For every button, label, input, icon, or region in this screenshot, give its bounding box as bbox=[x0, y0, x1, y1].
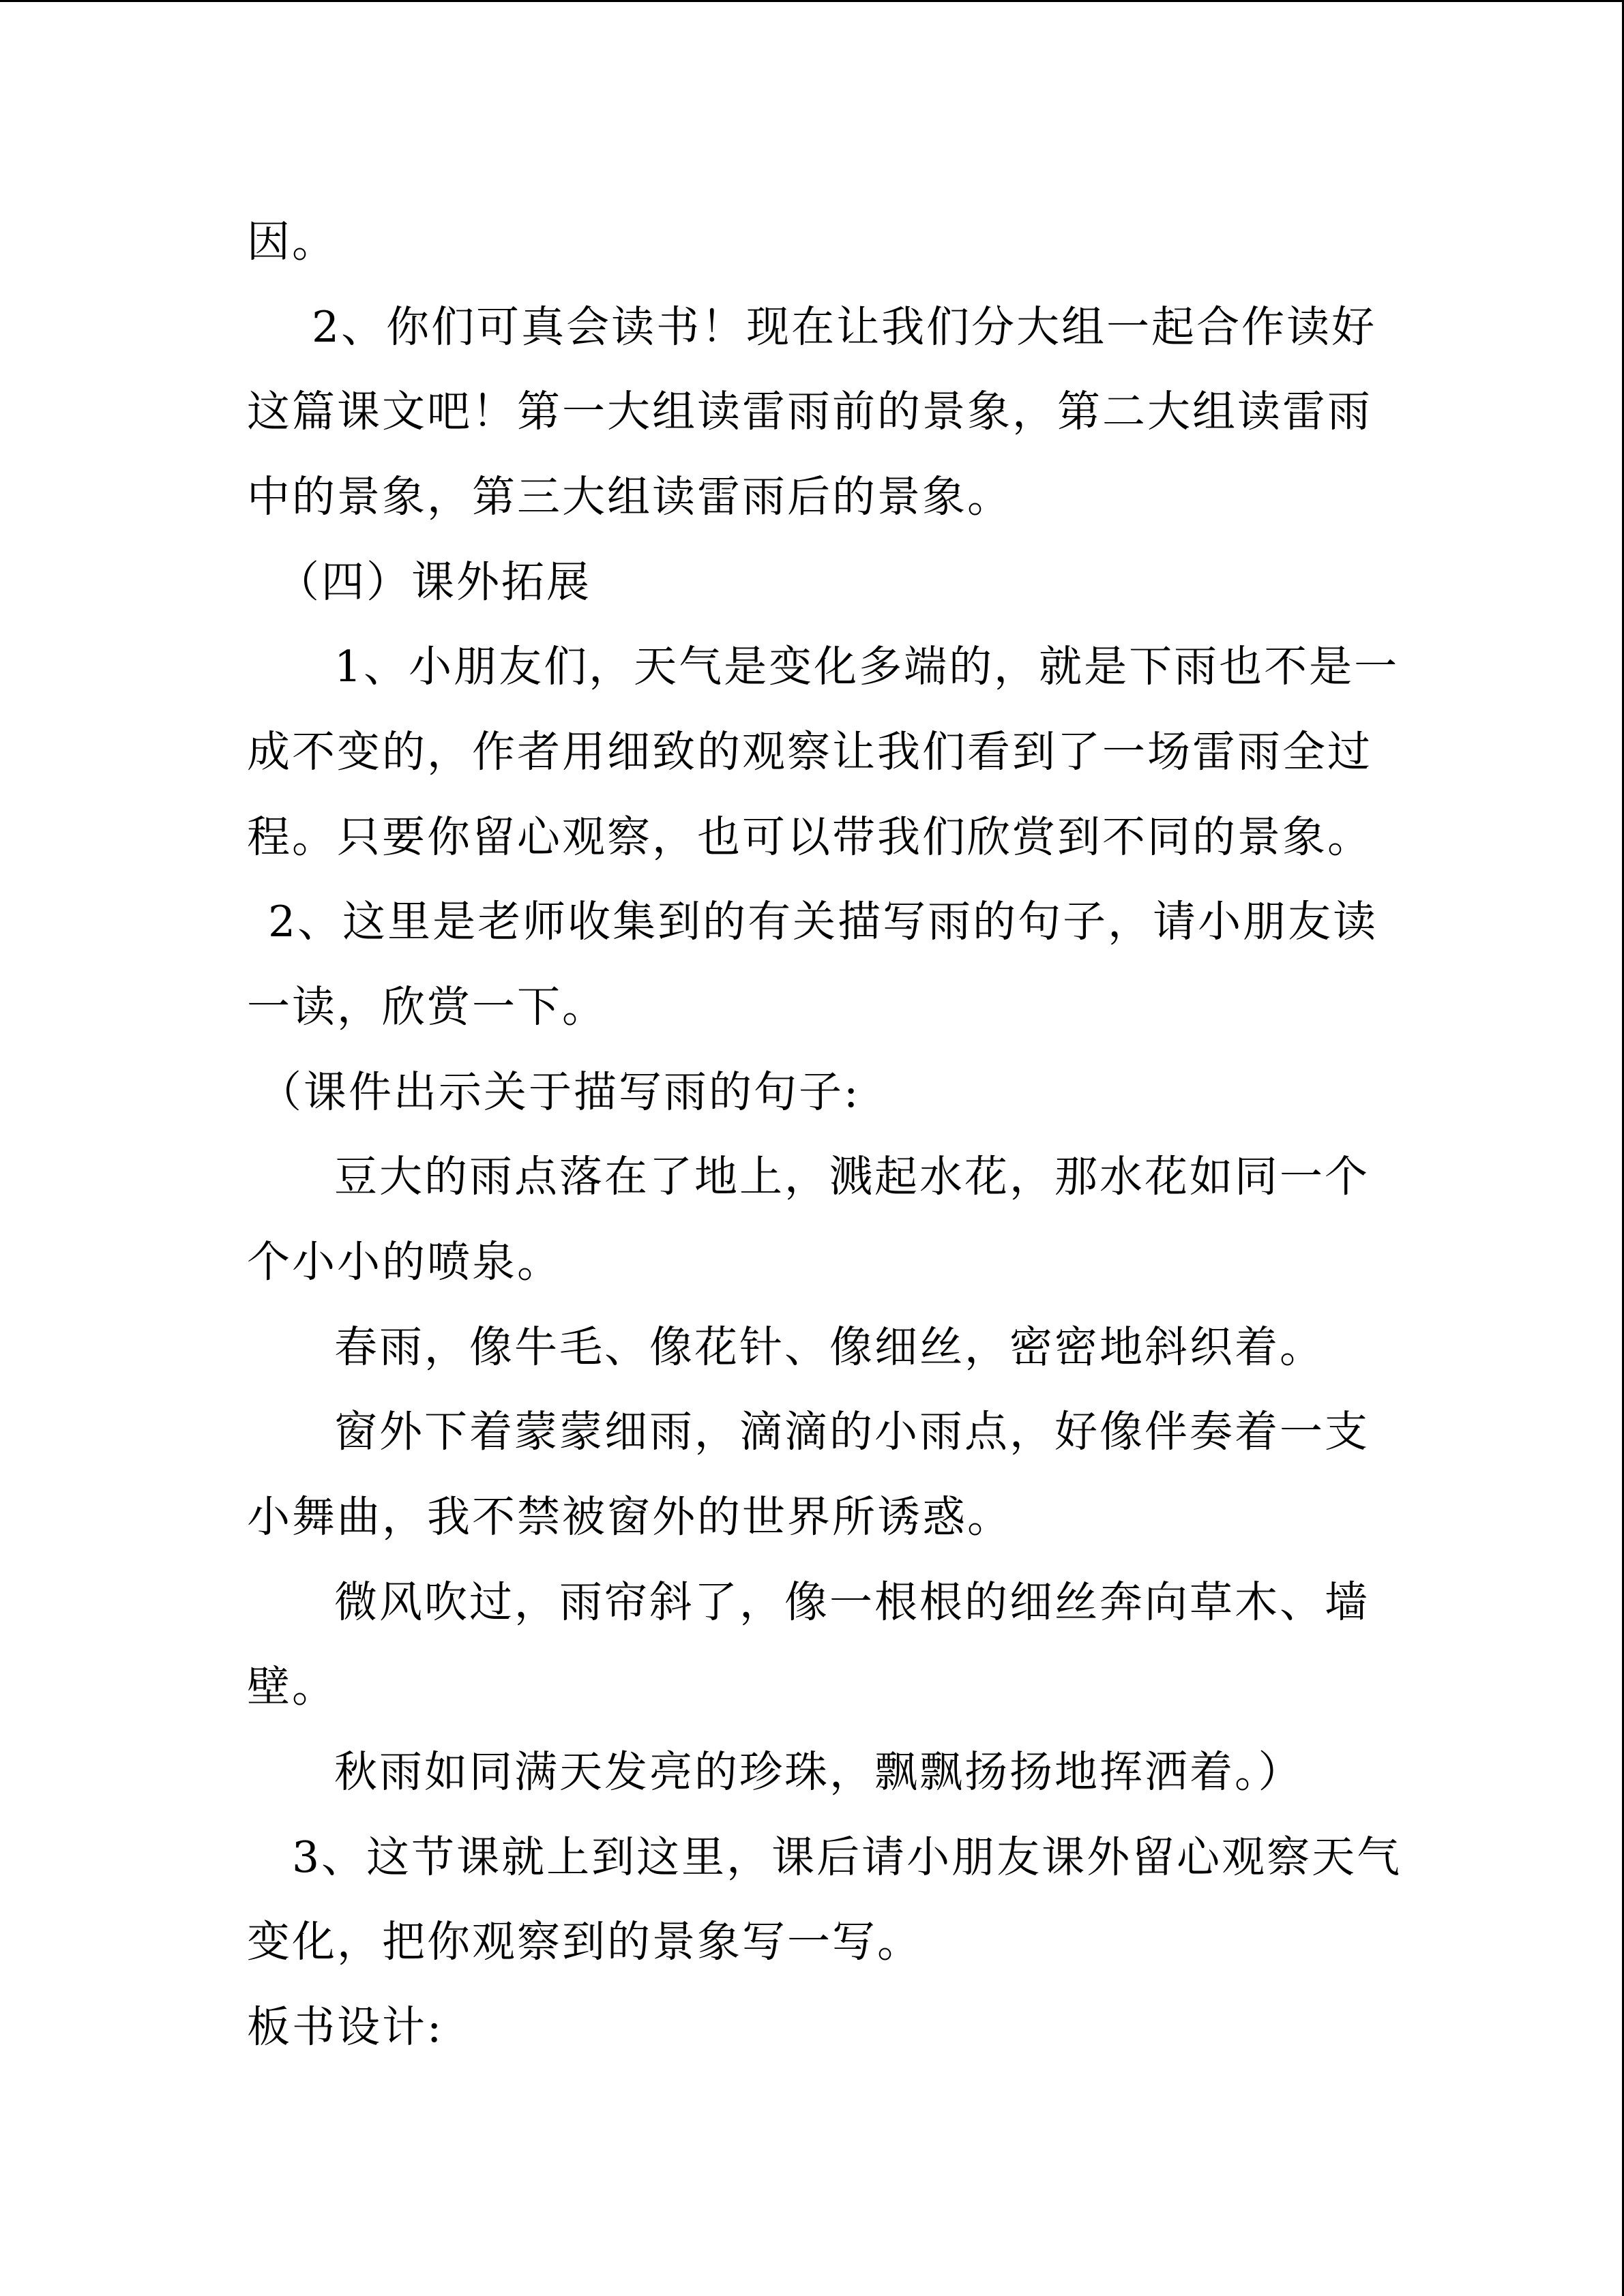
text-line: 窗外下着蒙蒙细雨，滴滴的小雨点，好像伴奏着一支 bbox=[334, 1407, 1370, 1457]
text-line: 一读，欣赏一下。 bbox=[247, 982, 607, 1032]
text-line: 因。 bbox=[247, 217, 337, 267]
text-line: 2、你们可真会读书！现在让我们分大组一起合作读好 bbox=[312, 302, 1377, 352]
text-line: 春雨，像牛毛、像花针、像细丝，密密地斜织着。 bbox=[334, 1322, 1325, 1372]
text-line: 变化，把你观察到的景象写一写。 bbox=[247, 1917, 922, 1967]
text-line: 成不变的，作者用细致的观察让我们看到了一场雷雨全过 bbox=[247, 727, 1372, 777]
text-line: 秋雨如同满天发亮的珍珠，飘飘扬扬地挥洒着。） bbox=[334, 1747, 1303, 1797]
text-line: 板书设计: bbox=[247, 2002, 444, 2052]
text-line: （课件出示关于描写雨的句子: bbox=[259, 1067, 861, 1117]
text-line: 中的景象，第三大组读雷雨后的景象。 bbox=[247, 472, 1012, 522]
text-line: 壁。 bbox=[247, 1662, 337, 1712]
text-line: 豆大的雨点落在了地上，溅起水花，那水花如同一个 bbox=[334, 1152, 1370, 1202]
text-line: 1、小朋友们，天气是变化多端的，就是下雨也不是一 bbox=[334, 642, 1400, 691]
text-line: 3、这节课就上到这里，课后请小朋友课外留心观察天气 bbox=[292, 1832, 1402, 1882]
text-line: 这篇课文吧！第一大组读雷雨前的景象，第二大组读雷雨 bbox=[247, 387, 1372, 436]
section-heading: （四）课外拓展 bbox=[276, 557, 591, 607]
text-line: 微风吹过，雨帘斜了，像一根根的细丝奔向草木、墙 bbox=[334, 1577, 1370, 1627]
text-line: 程。只要你留心观察，也可以带我们欣赏到不同的景象。 bbox=[247, 812, 1372, 862]
text-line: 小舞曲，我不禁被窗外的世界所诱惑。 bbox=[247, 1492, 1012, 1542]
text-line: 2、这里是老师收集到的有关描写雨的句子，请小朋友读 bbox=[268, 897, 1378, 946]
text-line: 个小小的喷泉。 bbox=[247, 1237, 562, 1287]
